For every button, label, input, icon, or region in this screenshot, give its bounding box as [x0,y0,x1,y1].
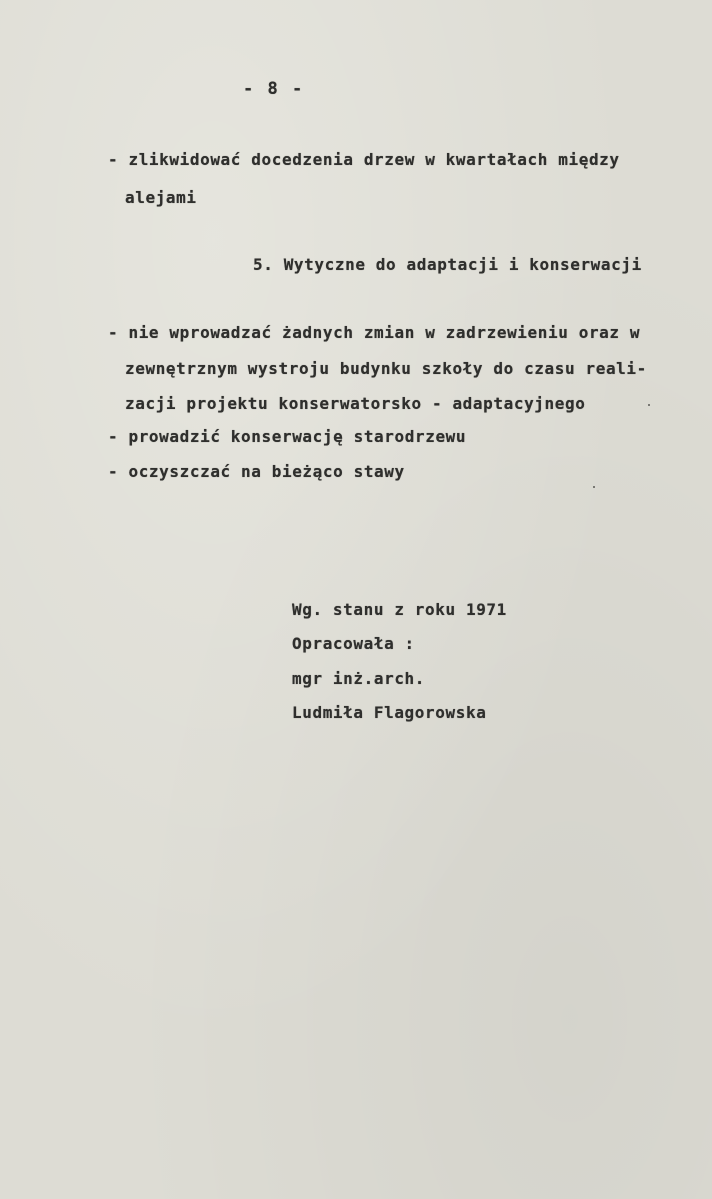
signature-title: mgr inż.arch. [292,669,426,688]
text-line-6: zacji projektu konserwatorsko - adaptacyjnego [125,394,586,413]
page-number: - 8 - [243,79,305,99]
text-line-7: - prowadzić konserwację starodrzewu [108,427,467,446]
signature-status: Wg. stanu z roku 1971 [292,600,507,619]
signature-prepared-label: Opracowała : [292,634,415,653]
section-heading: 5. Wytyczne do adaptacji i konserwacji [253,255,642,274]
text-line-2: alejami [125,188,197,207]
paper-speck [648,404,650,406]
text-line-4: - nie wprowadzać żadnych zmian w zadrzewieniu oraz w [108,323,641,342]
text-line-5: zewnętrznym wystroju budynku szkoły do czasu reali- [125,359,647,378]
paper-speck [593,486,595,488]
text-line-1: - zlikwidować docedzenia drzew w kwartałach między [108,150,620,169]
text-line-8: - oczyszczać na bieżąco stawy [108,462,405,481]
signature-name: Ludmiła Flagorowska [292,703,487,722]
